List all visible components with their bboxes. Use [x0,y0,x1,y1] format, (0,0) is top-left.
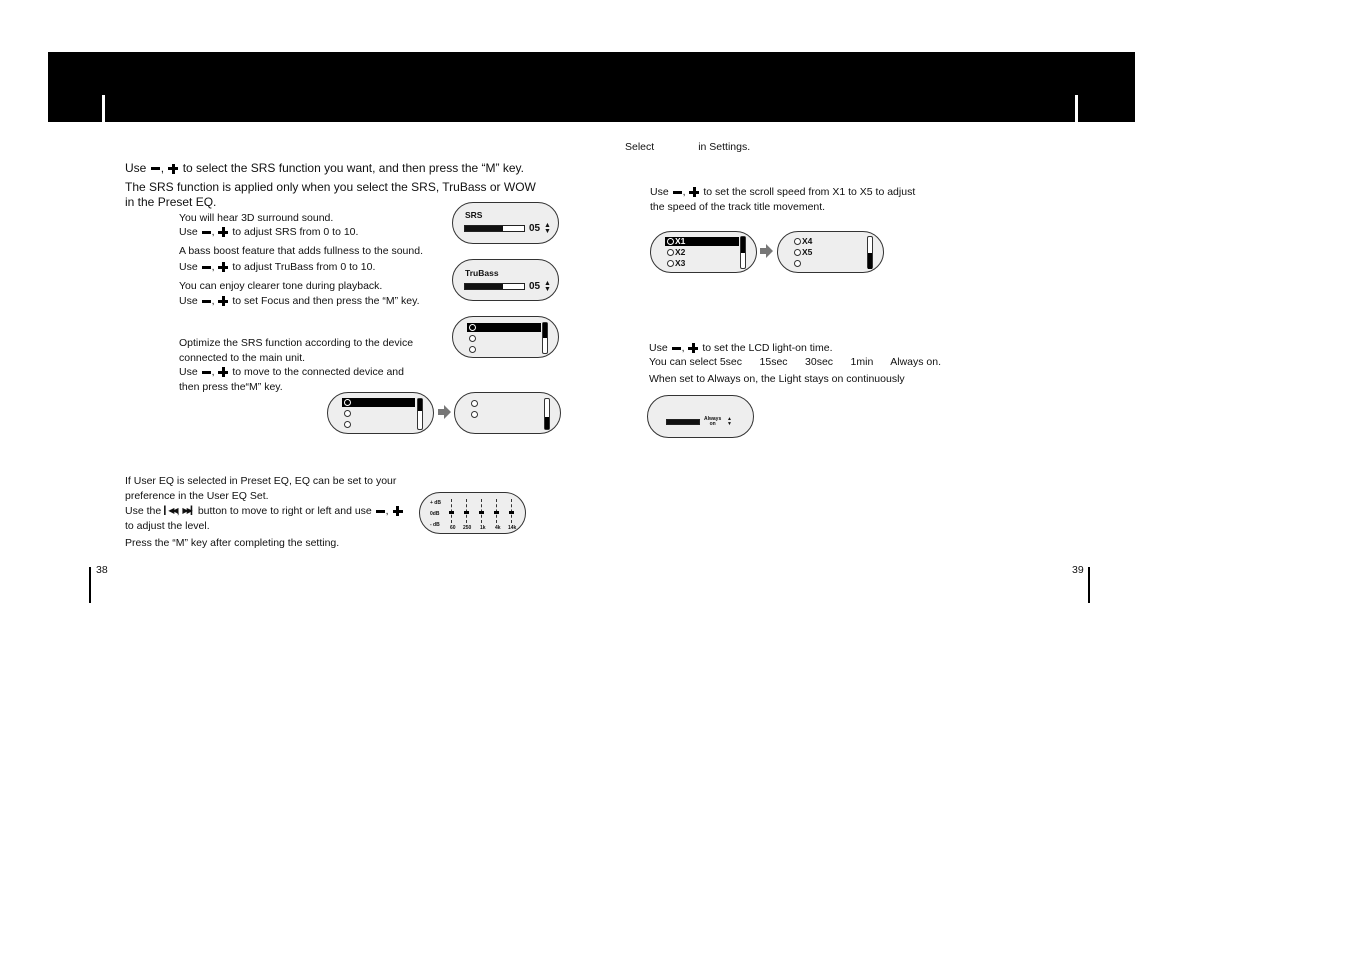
device-screen-1 [327,392,434,434]
scroll-speed-line-2: the speed of the track title movement. [650,201,826,213]
plus-icon [218,367,228,377]
plus-icon [393,506,403,516]
radio-selected-icon [469,324,476,331]
srs-screen [452,202,559,244]
radio-icon [471,411,478,418]
eq-freq-label: 14k [508,525,517,531]
scroll-speed-line-1: Use , to set the scroll speed from X1 to X5 to adjust [650,186,916,198]
trubass-screen [452,259,559,301]
usereq-line-5: Press the “M” key after completing the setting. [125,537,340,549]
srs-level-bar [464,225,525,232]
radio-icon [469,346,476,353]
srs-level-fill [465,226,503,231]
radio-selected-icon [344,399,351,406]
intro-line-1: Use , to select the SRS function you want, and then press the “M” key. [125,161,524,175]
eq-db-label: 0dB [430,511,440,517]
eq-db-label: - dB [430,522,440,528]
minus-icon [202,300,211,303]
optimize-line-3: Use , to move to the connected device and [179,366,404,378]
light-level-fill [667,420,699,424]
radio-icon [794,238,801,245]
usereq-line-1: If User EQ is selected in Preset EQ, EQ can be set to your [125,475,397,487]
minus-icon [202,231,211,234]
trubass-level-bar [464,283,525,290]
radio-selected-icon [667,238,674,245]
light-value: Always on [704,416,722,427]
scrollbar [740,236,746,269]
eq-band-knob [494,511,499,514]
light-level-bar [666,419,700,425]
srs-usage: Use , to adjust SRS from 0 to 10. [179,226,359,238]
eq-freq-label: 250 [463,525,472,531]
page-margin-line [1088,567,1090,603]
scrollbar-thumb [418,399,422,411]
radio-icon [794,260,801,267]
light-line-2: You can select 5sec 15sec 30sec 1min Always on. [649,356,942,368]
page-number: 38 [96,564,108,576]
trubass-screen-value: 05 [529,281,541,292]
optimize-line-1: Optimize the SRS function according to the device [179,337,414,349]
eq-freq-label: 1k [480,525,486,531]
option-x5: X5 [802,247,813,257]
page-number: 39 [1072,564,1084,576]
trubass-description: A bass boost feature that adds fullness to the sound. [179,245,423,257]
header-tick-right [1075,95,1078,123]
srs-description: You will hear 3D surround sound. [179,212,334,224]
trubass-level-fill [465,284,503,289]
radio-icon [667,260,674,267]
option-x3: X3 [675,258,686,268]
minus-icon [673,191,682,194]
usereq-line-2: preference in the User EQ Set. [125,490,269,502]
right-arrow-icon [760,244,774,258]
scrollbar [867,236,873,269]
usereq-line-4: to adjust the level. [125,520,210,532]
srs-screen-label: SRS [465,210,483,220]
minus-icon [376,510,385,513]
eq-band-knob [449,511,454,514]
minus-icon [202,266,211,269]
usereq-line-3: Use the ▎◀◀, ▶▶▎ button to move to right or left and use , [125,504,404,518]
radio-icon [344,410,351,417]
plus-icon [689,187,699,197]
updown-arrow-icon: ▲ ▼ [727,416,732,427]
focus-screen [452,316,559,358]
scrollbar-thumb [741,237,745,253]
device-screen-2 [454,392,561,434]
scrollbar-thumb [545,417,549,429]
eq-band-knob [509,511,514,514]
option-x4: X4 [802,236,813,246]
minus-icon [151,167,160,170]
minus-icon [672,347,681,350]
focus-description: You can enjoy clearer tone during playback. [179,280,383,292]
srs-screen-value: 05 [529,223,541,234]
updown-arrow-icon: ▲ ▼ [544,222,551,235]
scrollbar-thumb [868,253,872,269]
radio-icon [344,421,351,428]
trubass-screen-label: TruBass [465,268,499,278]
selection-highlight [342,398,415,407]
intro-line-2: The SRS function is applied only when you select the SRS, TruBass or WOW [125,180,536,194]
next-track-icon: ▶▶▎ [182,506,195,516]
radio-icon [794,249,801,256]
minus-icon [202,371,211,374]
light-line-1: Use , to set the LCD light-on time. [649,342,833,354]
radio-icon [469,335,476,342]
scrollbar [542,322,548,354]
eq-db-label: + dB [430,500,441,506]
radio-icon [471,400,478,407]
plus-icon [218,262,228,272]
intro-line-3: in the Preset EQ. [125,195,217,209]
scroll-speed-screen-1 [650,231,757,273]
header-bar [48,52,1135,122]
optimize-line-2: connected to the main unit. [179,352,306,364]
select-line: Select in Settings. [625,141,751,153]
page-margin-line [89,567,91,603]
plus-icon [218,227,228,237]
light-line-3: When set to Always on, the Light stays on continuously [649,373,905,385]
eq-freq-label: 60 [450,525,456,531]
trubass-usage: Use , to adjust TruBass from 0 to 10. [179,261,376,273]
plus-icon [168,164,178,174]
scrollbar [544,398,550,430]
scrollbar [417,398,423,430]
option-x2: X2 [675,247,686,257]
right-arrow-icon [438,405,452,419]
eq-freq-label: 4k [495,525,501,531]
eq-screen [419,492,526,534]
eq-band-knob [464,511,469,514]
focus-usage: Use , to set Focus and then press the “M” key. [179,295,420,307]
updown-arrow-icon: ▲ ▼ [544,280,551,293]
optimize-line-4: then press the“M” key. [179,381,283,393]
plus-icon [688,343,698,353]
scroll-speed-screen-2 [777,231,884,273]
plus-icon [218,296,228,306]
selection-highlight [467,323,541,332]
header-tick-left [102,95,105,123]
radio-icon [667,249,674,256]
previous-track-icon: ▎◀◀ [164,506,177,516]
scrollbar-thumb [543,323,547,338]
eq-band-knob [479,511,484,514]
light-screen [647,395,754,438]
option-x1: X1 [675,236,686,246]
